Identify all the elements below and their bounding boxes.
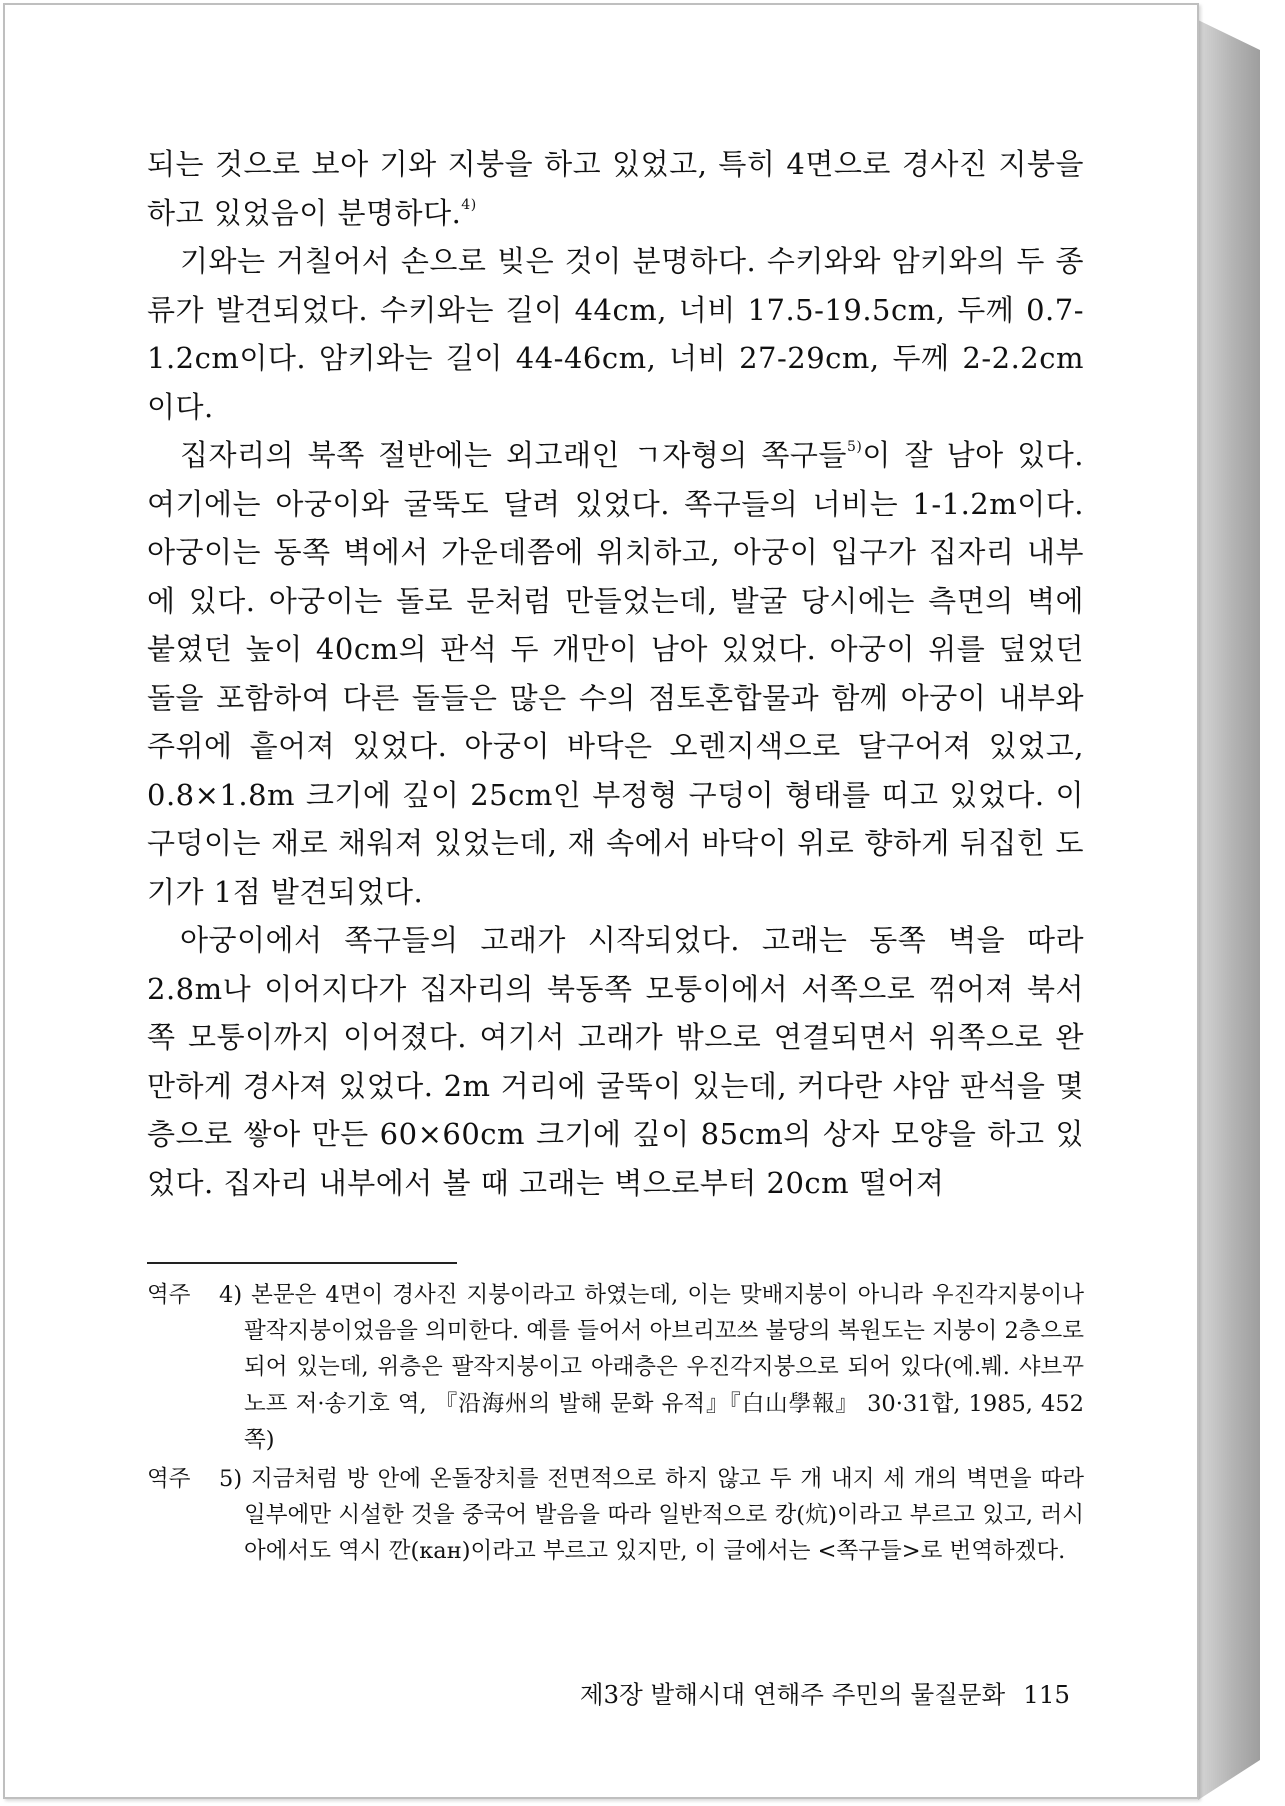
paragraph-3: [147, 431, 1084, 916]
running-footer-chapter: 제3장 발해시대 연해주 주민의 물질문화: [579, 1680, 1006, 1709]
footnote-4: [147, 1277, 1084, 1458]
paragraph-1-text: 되는 것으로 보아 기와 지붕을 하고 있었고, 특히 4면으로 경사진 지붕을 하고 있었음이 분명하다.: [147, 147, 1084, 230]
footnote-ref-4[interactable]: 4): [461, 196, 477, 213]
footnotes: [147, 1277, 1084, 1573]
page-number: 115: [1023, 1680, 1070, 1709]
paragraph-2: 기와는 거칠어서 손으로 빚은 것이 분명하다. 수키와와 암키와의 두 종류가 발견되었다. 수키와는 길이 44cm, 너비 17.5-19.5cm, 두께 0.7-1.2cm이다. 암키와는 길이 44-46cm, 너비 27-29cm, 두께 2-2.2cm이다.: [147, 244, 1084, 424]
footnote-tag: 역주: [147, 1466, 191, 1493]
paragraph-4: 아궁이에서 쪽구들의 고래가 시작되었다. 고래는 동쪽 벽을 따라 2.8m나 이어지다가 집자리의 북동쪽 모퉁이에서 서쪽으로 꺾어져 북서쪽 모퉁이까지 이어졌다. 여기서 고래가 밖으로 연결되면서 위쪽으로 완만하게 경사져 있었다. 2m 거리에 굴뚝이 있는데, 커다란 샤암 판석을 몇 층으로 쌓아 만든 60×60cm 크기에 깊이 85cm의 상자 모양을 하고 있었다. 집자리 내부에서 볼 때 고래는 벽으로부터 20cm 떨어져: [147, 923, 1084, 1200]
footnote-5: [147, 1461, 1084, 1570]
paragraph-3-text-a: 집자리의 북쪽 절반에는 외고래인 ㄱ자형의 쪽구들: [180, 438, 847, 472]
page-edge-shadow: [1198, 0, 1260, 1806]
footnote-text: 4) 본문은 4면이 경사진 지붕이라고 하였는데, 이는 맞배지붕이 아니라 우진각지붕이나 팔작지붕이었음을 의미한다. 예를 들어서 아브리꼬쓰 불당의 복원도는 지붕이 2층으로 되어 있는데, 위층은 팔작지붕이고 아래층은 우진각지붕으로 되어 있다(에.붸. 샤브꾸노프 저·송기호 역, 『沿海州의 발해 문화 유적』『白山學報』 30·31합, 1985, 452쪽): [219, 1282, 1084, 1453]
paragraph-3-text-b: 이 잘 남아 있다. 여기에는 아궁이와 굴뚝도 달려 있었다. 쪽구들의 너비는 1-1.2m이다. 아궁이는 동쪽 벽에서 가운데쯤에 위치하고, 아궁이 입구가 집자리 내부에 있다. 아궁이는 돌로 문처럼 만들었는데, 발굴 당시에는 측면의 벽에 붙였던 높이 40cm의 판석 두 개만이 남아 있었다. 아궁이 위를 덮었던 돌을 포함하여 다른 돌들은 많은 수의 점토혼합물과 함께 아궁이 내부와 주위에 흩어져 있었다. 아궁이 바닥은 오렌지색으로 달구어져 있었고, 0.8×1.8m 크기에 깊이 25cm인 부정형 구덩이 형태를 띠고 있었다. 이 구덩이는 재로 채워져 있었는데, 재 속에서 바닥이 위로 향하게 뒤집힌 도기가 1점 발견되었다.: [147, 438, 1084, 909]
footnote-text: 5) 지금처럼 방 안에 온돌장치를 전면적으로 하지 않고 두 개 내지 세 개의 벽면을 따라 일부에만 시설한 것을 중국어 발음을 따라 일반적으로 캉(炕)이라고 부르고 있고, 러시아에서도 역시 깐(кан)이라고 부르고 있지만, 이 글에서는 <쪽구들>로 번역하겠다.: [219, 1466, 1084, 1565]
page-footer: [560, 1677, 1070, 1713]
paragraph-1: [147, 140, 1084, 237]
body-text: [147, 140, 1084, 1207]
footnote-tag: 역주: [147, 1282, 191, 1308]
footnote-ref-5[interactable]: 5): [846, 439, 863, 455]
footnote-divider: [147, 1262, 457, 1264]
